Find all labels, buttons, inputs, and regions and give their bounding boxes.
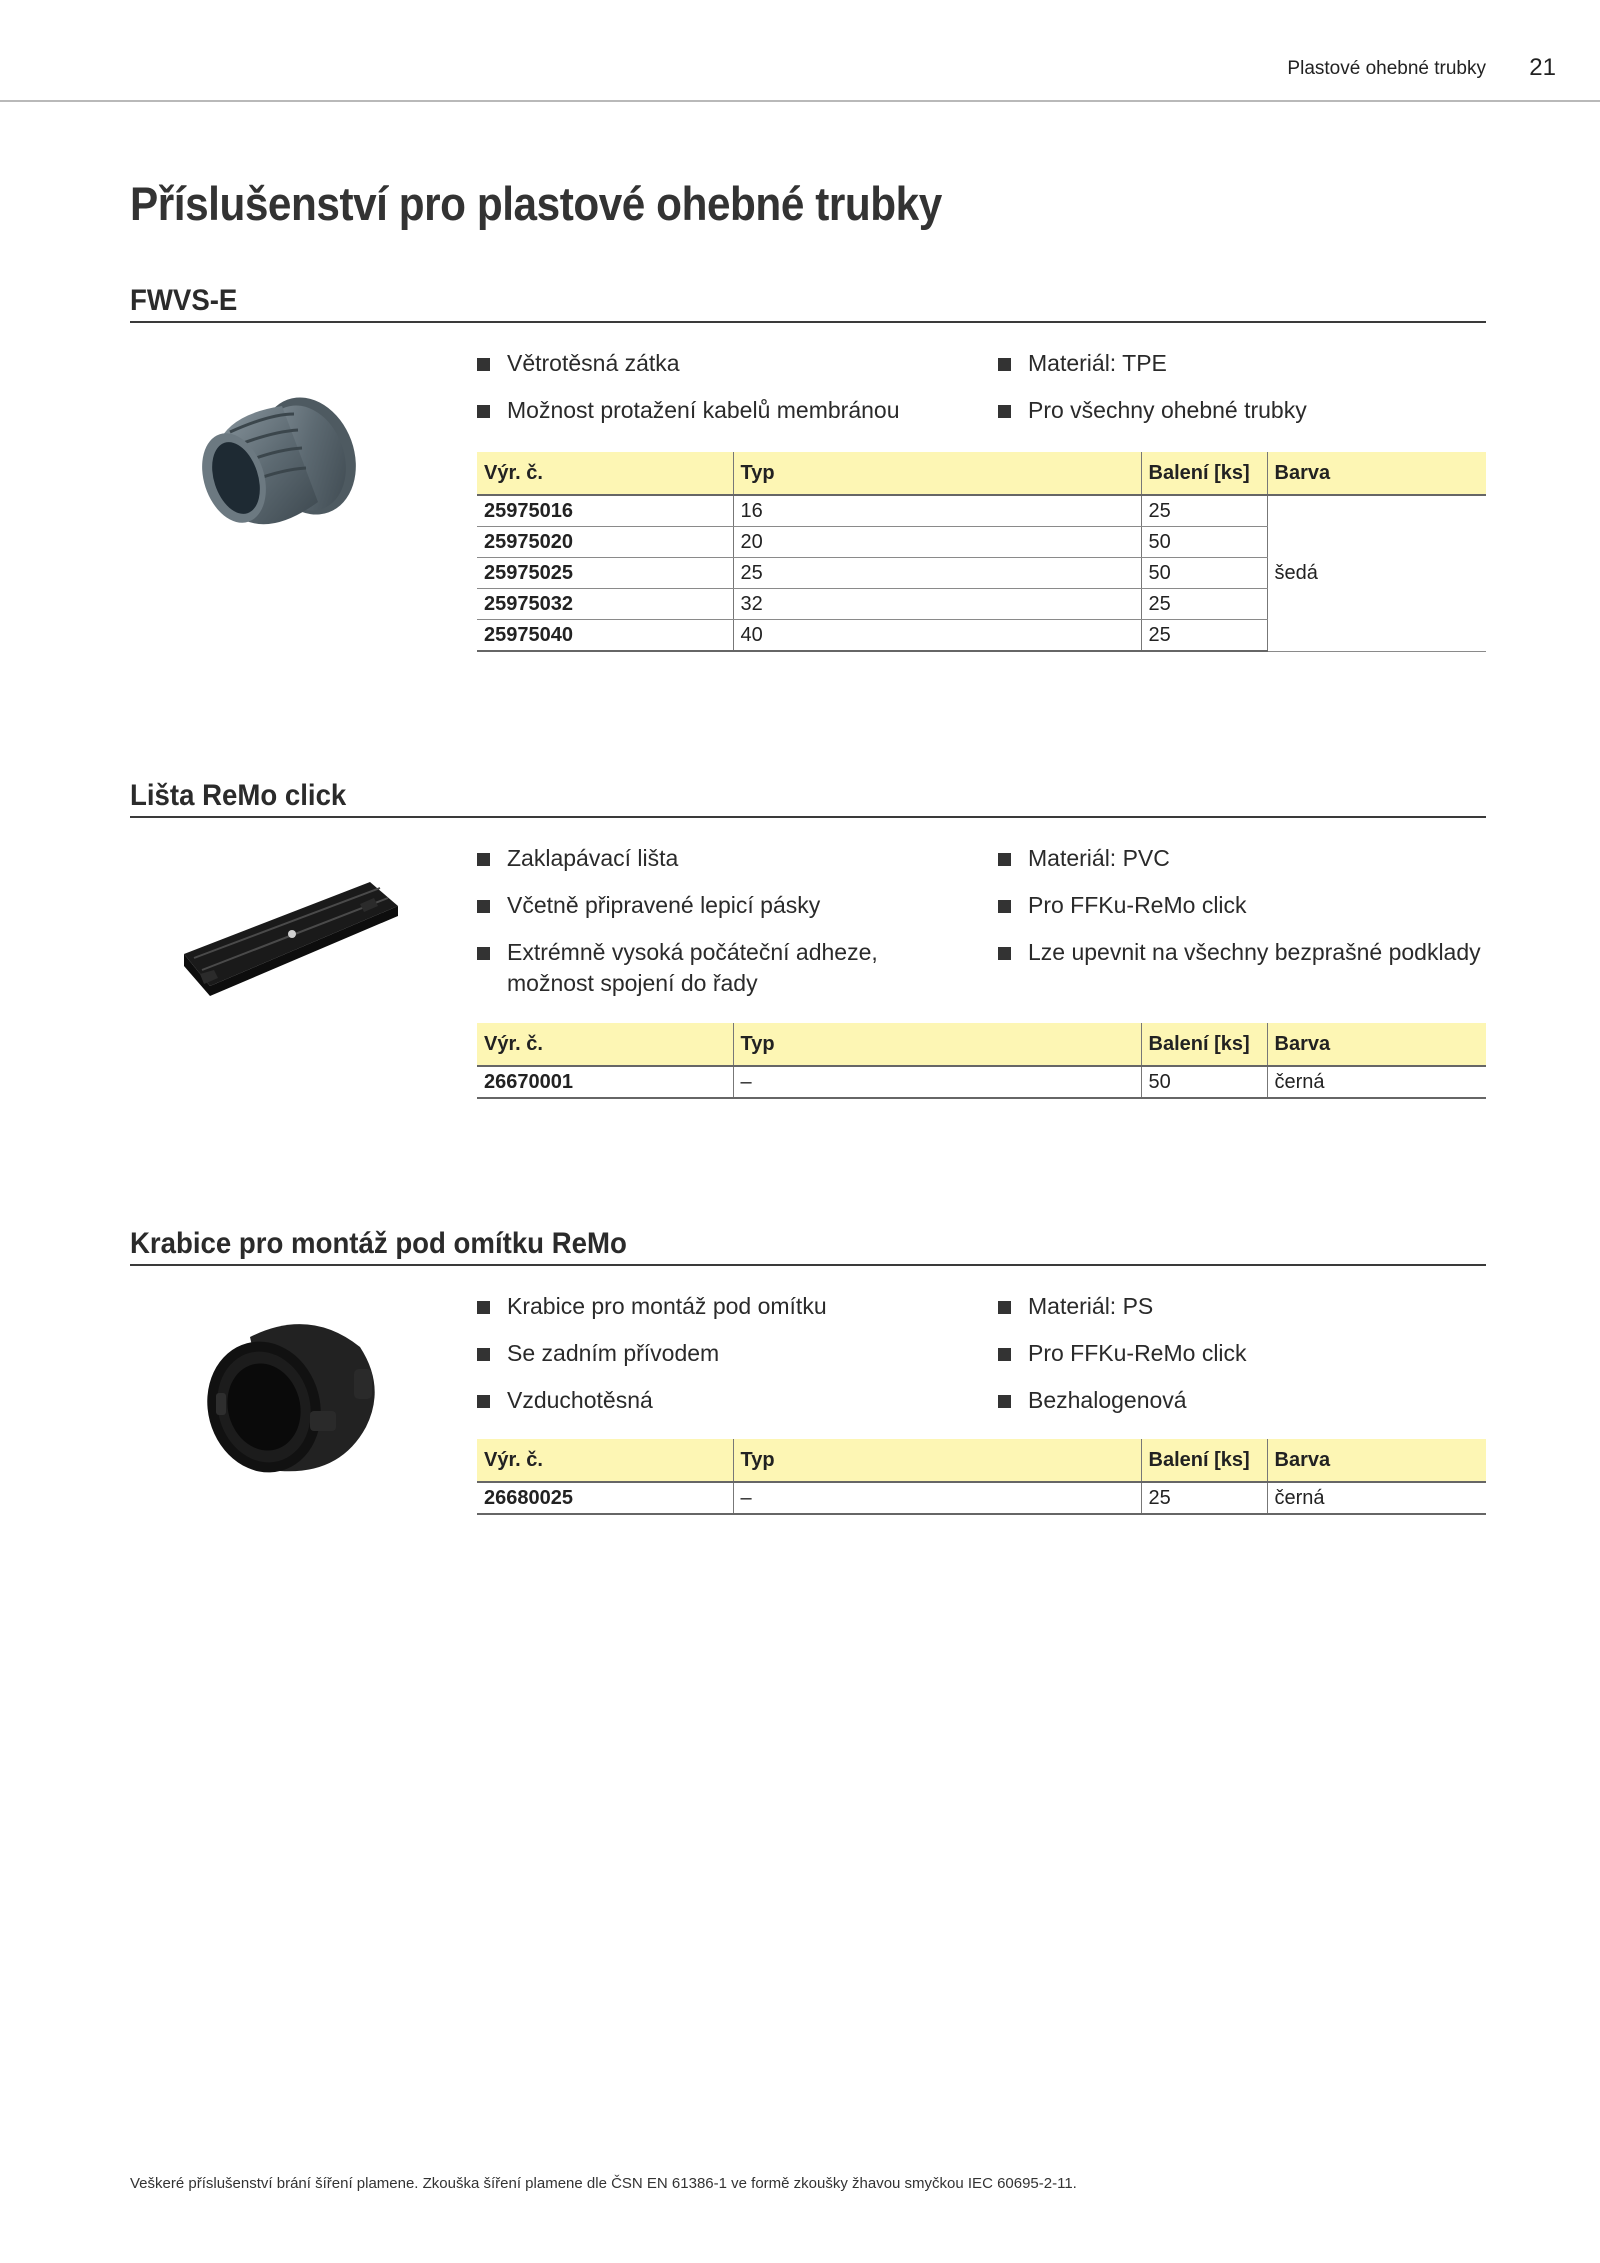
product-table xyxy=(477,452,1486,652)
cell-color: černá xyxy=(1267,1482,1486,1514)
feature-item: Krabice pro montáž pod omítku xyxy=(477,1291,827,1322)
cell-code: 26680025 xyxy=(477,1482,733,1514)
cell-code: 26670001 xyxy=(477,1066,733,1098)
section-title: Lišta ReMo click xyxy=(130,779,347,812)
page-number: 21 xyxy=(1529,54,1556,81)
section-lista-remo-click xyxy=(130,779,1486,1119)
feature-item: Extrémně vysoká počáteční adheze, možnost spojení do řady xyxy=(477,937,878,999)
cell-type: 16 xyxy=(733,495,1141,527)
product-table xyxy=(477,1439,1486,1515)
table-header-row xyxy=(477,1439,1486,1482)
remo-click-rail-image xyxy=(170,874,410,1014)
page-title: Příslušenství pro plastové ohebné trubky xyxy=(130,177,942,230)
section-title: Krabice pro montáž pod omítku ReMo xyxy=(130,1227,627,1260)
header-code: Výr. č. xyxy=(477,452,733,495)
feature-item: Se zadním přívodem xyxy=(477,1338,827,1369)
feature-item: Větrotěsná zátka xyxy=(477,348,900,379)
header-color: Barva xyxy=(1267,452,1486,495)
header-code: Výr. č. xyxy=(477,1439,733,1482)
section-divider xyxy=(130,321,1486,323)
table-header-row xyxy=(477,452,1486,495)
cell-code: 25975020 xyxy=(477,527,733,558)
cell-pack: 25 xyxy=(1141,1482,1267,1514)
cell-pack: 50 xyxy=(1141,527,1267,558)
feature-item: Bezhalogenová xyxy=(998,1385,1247,1416)
feature-item: Možnost protažení kabelů membránou xyxy=(477,395,900,426)
header-type: Typ xyxy=(733,452,1141,495)
table-row xyxy=(477,1066,1486,1098)
feature-item: Vzduchotěsná xyxy=(477,1385,827,1416)
section-krabice-remo xyxy=(130,1227,1486,1527)
cell-type: 40 xyxy=(733,620,1141,652)
feature-item: Včetně připravené lepicí pásky xyxy=(477,890,878,921)
feature-item: Lze upevnit na všechny bezprašné podklady xyxy=(998,937,1481,968)
cell-color: černá xyxy=(1267,1066,1486,1098)
cell-pack: 25 xyxy=(1141,495,1267,527)
feature-item: Materiál: PVC xyxy=(998,843,1481,874)
cell-color: šedá xyxy=(1267,495,1486,651)
table-header-row xyxy=(477,1023,1486,1066)
page-header xyxy=(0,0,1600,102)
cell-type: 25 xyxy=(733,558,1141,589)
cell-pack: 50 xyxy=(1141,558,1267,589)
feature-item: Materiál: TPE xyxy=(998,348,1307,379)
header-pack: Balení [ks] xyxy=(1141,452,1267,495)
cell-pack: 50 xyxy=(1141,1066,1267,1098)
feature-item: Materiál: PS xyxy=(998,1291,1247,1322)
header-color: Barva xyxy=(1267,1439,1486,1482)
remo-box-image xyxy=(190,1307,390,1487)
header-color: Barva xyxy=(1267,1023,1486,1066)
table-row xyxy=(477,1482,1486,1514)
feature-item: Pro všechny ohebné trubky xyxy=(998,395,1307,426)
cell-pack: 25 xyxy=(1141,620,1267,652)
header-type: Typ xyxy=(733,1439,1141,1482)
header-type: Typ xyxy=(733,1023,1141,1066)
footnote: Veškeré příslušenství brání šíření plamene. Zkouška šíření plamene dle ČSN EN 61386-1 ve formě zkoušky žhavou smyčkou IEC 60695-2-11. xyxy=(130,2175,1077,2192)
fwvs-e-plug-image xyxy=(190,384,370,554)
feature-item: Zaklapávací lišta xyxy=(477,843,878,874)
cell-code: 25975032 xyxy=(477,589,733,620)
header-section-title: Plastové ohebné trubky xyxy=(1287,58,1486,79)
feature-item: Pro FFKu-ReMo click xyxy=(998,1338,1247,1369)
section-title: FWVS-E xyxy=(130,284,238,317)
header-code: Výr. č. xyxy=(477,1023,733,1066)
section-divider xyxy=(130,1264,1486,1266)
product-table xyxy=(477,1023,1486,1099)
section-divider xyxy=(130,816,1486,818)
cell-type: 32 xyxy=(733,589,1141,620)
header-pack: Balení [ks] xyxy=(1141,1439,1267,1482)
cell-type: – xyxy=(733,1066,1141,1098)
feature-item: Pro FFKu-ReMo click xyxy=(998,890,1481,921)
section-fwvs-e xyxy=(130,284,1486,664)
cell-pack: 25 xyxy=(1141,589,1267,620)
cell-type: 20 xyxy=(733,527,1141,558)
cell-code: 25975040 xyxy=(477,620,733,652)
table-row xyxy=(477,495,1486,527)
cell-code: 25975025 xyxy=(477,558,733,589)
header-pack: Balení [ks] xyxy=(1141,1023,1267,1066)
cell-type: – xyxy=(733,1482,1141,1514)
cell-code: 25975016 xyxy=(477,495,733,527)
